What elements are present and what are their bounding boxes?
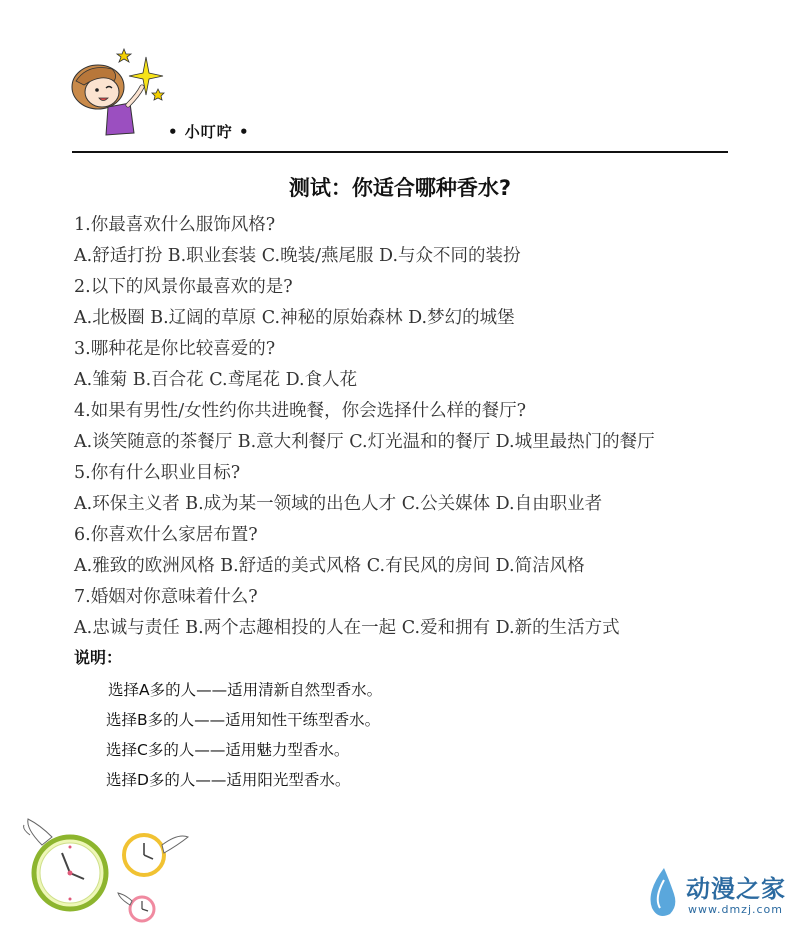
wing-icon: [118, 893, 132, 905]
note-item: 选择A多的人——适用清新自然型香水。: [108, 681, 383, 699]
note-item: 选择B多的人——适用知性干练型香水。: [106, 711, 381, 729]
question-text: 4.如果有男性/女性约你共进晚餐，你会选择什么样的餐厅?: [74, 401, 526, 421]
answer-options: A.舒适打扮 B.职业套装 C.晚装/燕尾服 D.与众不同的装扮: [74, 246, 521, 266]
droplet-icon: [651, 868, 676, 916]
answer-options: A.忠诚与责任 B.两个志趣相投的人在一起 C.爱和拥有 D.新的生活方式: [74, 618, 620, 638]
question-text: 3.哪种花是你比较喜爱的?: [74, 339, 276, 359]
star-icon: [117, 49, 131, 62]
wing-icon: [162, 836, 188, 853]
watermark-name: 动漫之家: [686, 875, 786, 903]
answer-options: A.北极圈 B.辽阔的草原 C.神秘的原始森林 D.梦幻的城堡: [74, 308, 515, 328]
winged-clocks-illustration: [22, 815, 192, 930]
watermark-url: www.dmzj.com: [688, 903, 783, 916]
answer-options: A.环保主义者 B.成为某一领域的出色人才 C.公关媒体 D.自由职业者: [74, 494, 603, 514]
answer-options: A.谈笑随意的茶餐厅 B.意大利餐厅 C.灯光温和的餐厅 D.城里最热门的餐厅: [74, 432, 655, 452]
answer-options: A.雏菊 B.百合花 C.鸢尾花 D.食人花: [74, 370, 358, 390]
wing-icon: [28, 819, 52, 845]
notes-heading: 说明：: [74, 648, 123, 667]
star-icon: [152, 89, 164, 100]
note-item: 选择C多的人——适用魅力型香水。: [106, 741, 350, 759]
question-text: 6.你喜欢什么家居布置?: [74, 525, 258, 545]
answer-options: A.雅致的欧洲风格 B.舒适的美式风格 C.有民风的房间 D.简洁风格: [74, 556, 585, 576]
header-divider: [72, 151, 728, 153]
question-text: 5.你有什么职业目标?: [74, 463, 241, 483]
brand-label: • 小叮咛 •: [168, 123, 250, 141]
question-text: 7.婚姻对你意味着什么?: [74, 587, 258, 607]
question-text: 2.以下的风景你最喜欢的是?: [74, 277, 293, 297]
page-title: 测试：你适合哪种香水?: [288, 176, 512, 200]
note-item: 选择D多的人——适用阳光型香水。: [106, 771, 351, 789]
question-text: 1.你最喜欢什么服饰风格?: [74, 215, 276, 235]
